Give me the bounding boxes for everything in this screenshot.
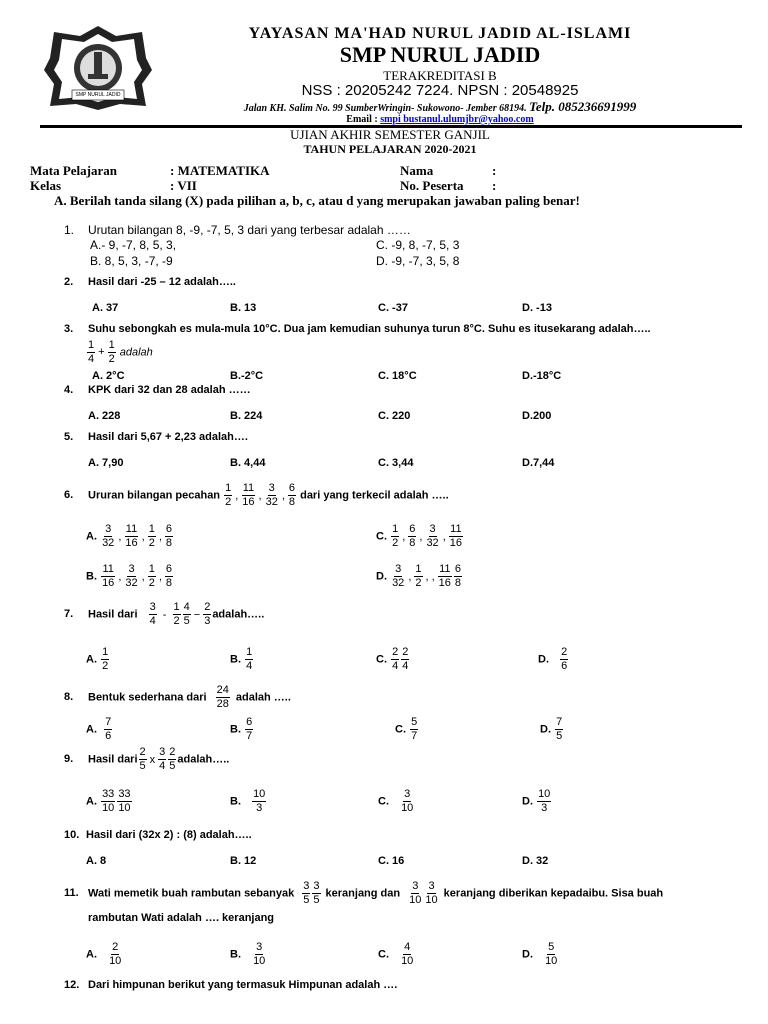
question-8-text: Bentuk sederhana dari [88,691,207,704]
q5-option-d[interactable]: D.7,44 [522,457,555,469]
address-line [160,99,720,115]
question-10 [64,829,252,841]
question-11-text-3: keranjang diberikan kepadaibu. Sisa buah [443,887,664,900]
q6-fractions: $\frac{1}{2}$ , $\frac{11}{16}$ , $\frac{3}{32}$ , $\frac{6}{8}$ [225,482,296,508]
q9-expression: $\frac{2}{5}$ x $\frac{3}{4}$ $\frac{2}{5}$ [139,746,176,772]
q7-expression: $\frac{3}{4}$ - $\frac{1}{2}$ $\frac{4}{5}$ − $\frac{2}{3}$ [149,601,211,627]
q1-option-a[interactable]: A.- 9, -7, 8, 5, 3, [90,238,177,252]
question-11-text-2: keranjang dan [325,887,401,900]
name-value: : [492,163,497,178]
question-7-text: Hasil dari [88,608,138,621]
question-8-number: 8. [64,691,74,704]
q10-option-b[interactable]: B. 12 [230,855,257,867]
q4-option-d[interactable]: D.200 [522,410,552,422]
class-label: Kelas [30,178,62,193]
question-4-number: 4. [64,384,74,396]
question-6-text-after: dari yang terkecil adalah ….. [300,489,449,502]
question-3-number: 3. [64,323,74,335]
q11-option-a[interactable]: A. $\frac{2}{10}$ [86,941,122,967]
question-9 [64,746,229,773]
email-line [160,114,720,125]
q11-option-d[interactable]: D. $\frac{5}{10}$ [522,941,558,967]
question-3 [64,323,651,335]
question-6-text: Ururan bilangan pecahan [88,489,221,502]
q6-option-b-label: B. [86,570,97,583]
accreditation: TERAKREDITASI B [383,68,497,83]
question-8: 8. Bentuk sederhana dari $\frac{24}{28}$ adalah ….. [64,684,291,710]
question-10-number: 10. [64,829,80,841]
question-2-text: Hasil dari -25 – 12 adalah….. [88,276,236,288]
number-value: : [492,178,497,193]
question-1-text: Urutan bilangan 8, -9, -7, 5, 3 dari yang terbesar adalah …… [88,223,411,237]
q7-option-b-label: B. [230,653,241,666]
question-11: 11. Wati memetik buah rambutan sebanyak $\frac{3}{5}$ $\frac{3}{5}$ keranjang dan $\frac{3}{10}$ $\frac{3}{10}$ keranjang diberikan kepadaibu. Sisa buah [64,880,664,906]
q2-option-c[interactable]: C. -37 [378,302,408,314]
email-link[interactable]: smpi bustanul.ulumjbr@yahoo.com [380,114,534,125]
instruction: A. Berilah tanda silang (X) pada pilihan a, b, c, atau d yang merupakan jawaban paling benar! [54,193,580,208]
subject-value: : MATEMATIKA [170,163,270,178]
q6-option-c[interactable]: C. $\frac{1}{2}$ , $\frac{6}{8}$ , $\frac{3}{32}$ , $\frac{11}{16}$ [376,523,462,549]
q3-option-c[interactable]: C. 18°C [378,370,417,382]
q8-option-d-label: D. [540,723,551,736]
class-value: : VII [170,178,197,193]
question-12-number: 12. [64,979,80,991]
q3-stray-word: adalah [119,346,153,359]
q9-times: x [149,753,156,766]
q8-option-a-label: A. [86,723,97,736]
question-6-number: 6. [64,489,74,502]
question-7-number: 7. [64,608,74,621]
question-3-text: Suhu sebongkah es mula-mula 10°C. Dua jam kemudian suhunya turun 8°C. Suhu es itusekarang adalah….. [88,323,651,335]
q8-option-c[interactable]: C. $\frac{5}{7}$ [395,716,418,742]
question-2-number: 2. [64,276,74,288]
q8-option-b[interactable]: B. $\frac{6}{7}$ [230,716,253,742]
q9-option-d-label: D. [522,795,533,808]
email-label: Email : [346,114,381,125]
q1-option-d[interactable]: D. -9, -7, 3, 5, 8 [376,254,460,268]
q5-option-a[interactable]: A. 7,90 [88,457,124,469]
question-6 [64,482,449,509]
q6-option-b[interactable]: B. $\frac{11}{16}$ , $\frac{3}{32}$ , $\frac{1}{2}$ , $\frac{6}{8}$ [86,563,172,589]
question-4 [64,384,251,396]
q9-option-a[interactable]: A. $\frac{33}{10}$ $\frac{33}{10}$ [86,788,131,814]
foundation-name: YAYASAN MA'HAD NURUL JADID AL-ISLAMI [248,25,632,42]
question-12 [64,979,397,991]
school-logo [42,24,154,112]
q11-option-b[interactable]: B. $\frac{3}{10}$ [230,941,266,967]
q4-option-a[interactable]: A. 228 [88,410,121,422]
question-11-text-1: Wati memetik buah rambutan sebanyak [88,887,295,900]
question-5-number: 5. [64,431,74,443]
q7-option-d-label: D. [538,653,549,666]
q6-option-a-label: A. [86,530,97,543]
question-7 [64,601,264,628]
question-8-text-after: adalah ….. [235,691,291,704]
q11-option-b-label: B. [230,948,241,961]
q11-option-c-label: C. [378,948,389,961]
question-11-line-2: rambutan Wati adalah …. keranjang [88,912,275,924]
phone: Telp. 085236691999 [529,99,637,114]
name-label: Nama [400,163,434,178]
number-label: No. Peserta [400,178,464,193]
q2-option-d[interactable]: D. -13 [522,302,552,314]
q7-option-c[interactable]: C. $\frac{2}{4}$ $\frac{2}{4}$ [376,646,409,672]
question-7-text-after: adalah….. [212,608,265,621]
q4-option-b[interactable]: B. 224 [230,410,263,422]
q10-option-c[interactable]: C. 16 [378,855,405,867]
question-1 [64,223,411,237]
q9-option-c-label: C. [378,795,389,808]
address: Jalan KH. Salim No. 99 SumberWringin- Sukowono- Jember 68194. [243,103,527,114]
question-9-number: 9. [64,753,74,766]
q6-option-c-label: C. [376,530,387,543]
question-5 [64,431,248,443]
q8-option-d[interactable]: D. $\frac{7}{5}$ [540,716,563,742]
q4-option-c[interactable]: C. 220 [378,410,411,422]
nss-npsn: NSS : 20205242 7224. NPSN : 20548925 [301,82,579,99]
q5-option-c[interactable]: C. 3,44 [378,457,414,469]
q9-option-a-label: A. [86,795,97,808]
exam-year: TAHUN PELAJARAN 2020-2021 [303,142,477,156]
q7-option-b[interactable]: B. $\frac{1}{4}$ [230,646,253,672]
q1-option-b[interactable]: B. 8, 5, 3, -7, -9 [90,254,173,268]
q8-option-c-label: C. [395,723,406,736]
question-10-text: Hasil dari (32x 2) : (8) adalah….. [86,829,252,841]
q9-option-c[interactable]: C. $\frac{3}{10}$ [378,788,414,814]
q6-option-d[interactable]: D. $\frac{3}{32}$ , $\frac{1}{2}$ , , $\frac{11}{16}$ $\frac{6}{8}$ [376,563,462,589]
q11-option-a-label: A. [86,948,97,961]
question-2 [64,276,236,288]
q1-option-c[interactable]: C. -9, 8, -7, 5, 3 [376,238,460,252]
q2-option-a[interactable]: A. 37 [92,302,119,314]
question-11-number: 11. [64,887,79,900]
question-4-text: KPK dari 32 dan 28 adalah …… [88,384,251,396]
logo-text: SMP NURUL JADID [75,92,121,98]
q8-option-a[interactable]: A. $\frac{7}{6}$ [86,716,112,742]
q3-option-b[interactable]: B.-2°C [230,370,264,382]
exam-title: UJIAN AKHIR SEMESTER GANJIL [290,127,490,142]
question-1-number: 1. [64,223,75,237]
q3-stray-fraction: $\frac{1}{4}$ + $\frac{1}{2}$ adalah [88,339,153,365]
q3-option-a[interactable]: A. 2°C [92,370,125,382]
question-5-text: Hasil dari 5,67 + 2,23 adalah…. [88,431,248,443]
question-9-text: Hasil dari [88,753,138,766]
q7-option-a-label: A. [86,653,97,666]
q6-option-a[interactable]: A. $\frac{3}{32}$ , $\frac{11}{16}$ , $\frac{1}{2}$ , $\frac{6}{8}$ [86,523,172,549]
q5-option-b[interactable]: B. 4,44 [230,457,266,469]
q7-option-a[interactable]: A. $\frac{1}{2}$ [86,646,109,672]
q10-option-a[interactable]: A. 8 [86,855,107,867]
q8-option-b-label: B. [230,723,241,736]
question-9-text-after: adalah….. [177,753,230,766]
q11-option-d-label: D. [522,948,533,961]
subject-label: Mata Pelajaran [30,163,118,178]
q9-option-b[interactable]: B. $\frac{10}{3}$ [230,788,266,814]
q11-option-c[interactable]: C. $\frac{4}{10}$ [378,941,414,967]
q9-option-b-label: B. [230,795,241,808]
q7-option-c-label: C. [376,653,387,666]
q2-option-b[interactable]: B. 13 [230,302,257,314]
q9-option-d[interactable]: D. $\frac{10}{3}$ [522,788,551,814]
q6-option-d-label: D. [376,570,387,583]
q7-option-d[interactable]: D. $\frac{2}{6}$ [538,646,568,672]
q3-option-d[interactable]: D.-18°C [522,370,562,382]
school-name: SMP NURUL JADID [339,42,541,67]
q10-option-d[interactable]: D. 32 [522,855,549,867]
question-12-text: Dari himpunan berikut yang termasuk Himpunan adalah …. [88,979,398,991]
